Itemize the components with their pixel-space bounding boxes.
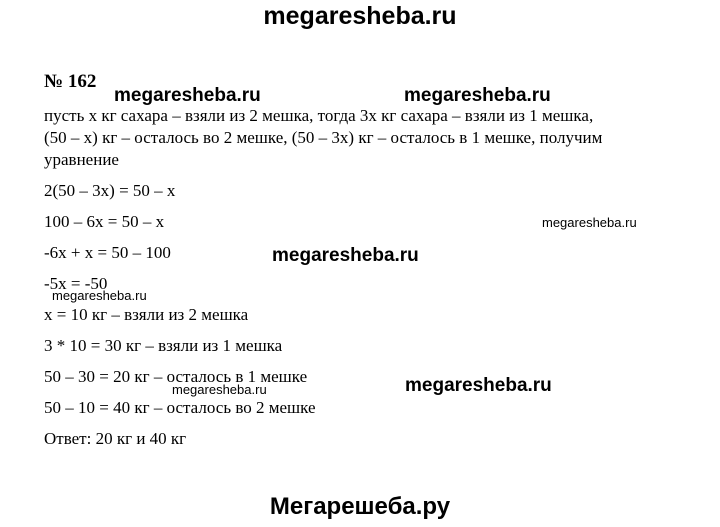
watermark: megaresheba.ru <box>172 382 267 397</box>
equation-line: 2(50 – 3х) = 50 – х <box>44 181 176 200</box>
equation-line: -5х = -50 <box>44 274 108 293</box>
solution-line: пусть х кг сахара – взяли из 2 мешка, тогда 3х кг сахара – взяли из 1 мешка, <box>44 106 594 125</box>
result-line: 50 – 30 = 20 кг – осталось в 1 мешке <box>44 367 308 386</box>
watermark: megaresheba.ru <box>404 85 551 106</box>
watermark: megaresheba.ru <box>542 215 637 230</box>
watermark: megaresheba.ru <box>405 375 552 396</box>
equation-line: -6х + х = 50 – 100 <box>44 243 171 262</box>
task-number: № 162 <box>44 71 97 92</box>
site-header: megaresheba.ru <box>263 2 457 30</box>
result-line: 50 – 10 = 40 кг – осталось во 2 мешке <box>44 398 316 417</box>
watermark: megaresheba.ru <box>272 245 419 266</box>
solution-line: (50 – х) кг – осталось во 2 мешке, (50 – 3х) кг – осталось в 1 мешке, получим <box>44 128 603 147</box>
site-footer: Мегарешеба.ру <box>269 493 451 520</box>
result-line: х = 10 кг – взяли из 2 мешка <box>44 305 249 324</box>
answer-line: Ответ: 20 кг и 40 кг <box>44 429 187 448</box>
equation-line: 100 – 6х = 50 – х <box>44 212 165 231</box>
result-line: 3 * 10 = 30 кг – взяли из 1 мешка <box>44 336 283 355</box>
watermark: megaresheba.ru <box>52 288 147 303</box>
solution-line: уравнение <box>44 150 119 169</box>
watermark: megaresheba.ru <box>114 85 261 106</box>
